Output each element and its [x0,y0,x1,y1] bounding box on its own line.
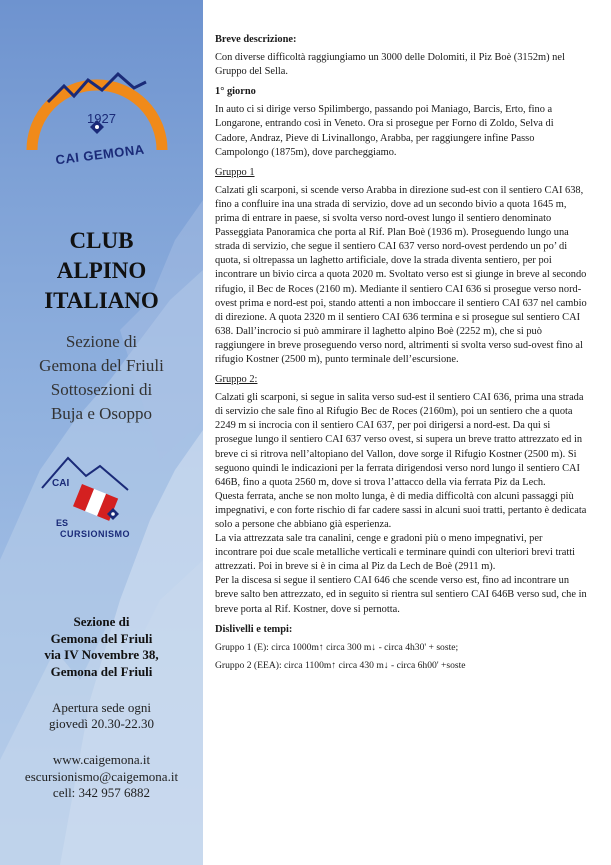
gruppo2-text: Questa ferrata, anche se non molto lunga, è di media difficoltà con alcuni passaggi più impegnativi, e con forte rischio di far cadere sassi in alcuni suoi tratti, pertanto è dedicata solo a persone che abbiano già esperienza. [215,490,587,530]
phone-number: cell: 342 957 6882 [52,785,151,800]
section-subtitle [0,330,203,426]
primo-giorno-heading: 1° giorno [215,86,256,98]
address-line: Gemona del Friuli [50,630,153,646]
section-address [0,614,203,680]
dislivelli-heading: Dislivelli e tempi: [215,623,293,635]
gruppo2-heading: Gruppo 2: [215,374,258,386]
address-line: Sezione di [73,614,130,629]
breve-descrizione-heading: Breve descrizione: [215,34,297,45]
section-line: Sottosezioni di [50,380,153,399]
website-link[interactable]: www.caigemona.it [52,752,151,767]
section-line: Gemona del Friuli [39,356,164,375]
logo-year: 1927 [87,111,116,126]
club-title-line: ALPINO [56,258,147,283]
opening-hours-line: giovedì 20.30-22.30 [48,716,155,731]
opening-hours-line: Apertura sede ogni [52,700,151,715]
contact-info [0,752,203,802]
escursionismo-label-end: CURSIONISMO [60,529,131,539]
stats-line: Gruppo 1 (E): circa 1000m↑ circa 300 m↓ - circa 4h30' + soste; [215,641,459,653]
club-title [0,226,203,316]
escursionismo-cai-label: CAI [52,478,70,489]
main-content [215,33,587,677]
club-title-line: ITALIANO [44,288,159,313]
opening-hours [0,700,203,732]
address-line: via IV Novembre 38, [44,647,159,662]
stats-line: Gruppo 2 (EEA): circa 1100m↑ circa 430 m↓ - circa 6h00' +soste [215,659,466,671]
club-title-line: CLUB [69,228,134,253]
sidebar-panel [0,0,203,865]
gruppo2-text: Per la discesa si segue il sentiero CAI 646 che scende verso est, fino ad incontrare un breve salto ben attrezzato, ed in seguito si rientra sul sentiero CAI 646B verso sud, che in breve porta al Rif. Kostner, dove si pernotta. [215,575,587,615]
section-line: Buja e Osoppo [50,404,153,423]
escursionismo-label-start: ES [56,518,69,528]
section-line: Sezione di [65,332,138,351]
breve-descrizione-text: Con diverse difficoltà raggiungiamo un 3000 delle Dolomiti, il Piz Boè (3152m) nel Gruppo del Sella. [215,52,565,78]
address-line: Gemona del Friuli [50,663,153,679]
logo-name: CAI GEMONA [54,141,146,168]
primo-giorno-text: In auto ci si dirige verso Spilimbergo, passando poi Maniago, Barcis, Erto, fino a Longarone, entrando così in Veneto. Ora si prosegue per Forno di Zoldo, Selva di Cadore, Andraz, Pieve di Livinallongo, Arabba, per raggiungere infine Passo Campolongo (1875m), dove parcheggiamo. [215,104,554,158]
email-link[interactable]: escursionismo@caigemona.it [24,768,179,784]
gruppo1-text: Calzati gli scarponi, si scende verso Arabba in direzione sud-est con il sentiero CAI 638, fino a confluire ina una strada di servizio, dove ad un secondo bivio a quota 1645 m, prima di entrare in paese, si svolta verso nord-ovest lungo il sentiero denominato Passeggiata Panoramica che porta al Rif. Plan Boè (1936 m). Proseguendo lungo una strada di servizio, che segue il sentiero CAI 637 verso nord-ovest perdendo un po’ di quota, si oltrepassa un laghetto artificiale, dove la strada diventa sentiero, per poi incontrare un bivio circa a quota 2020 m. Svoltato verso est si giunge in breve al secondo rifugio, il Bec de Roces (2160 m). Mediante il sentiero CAI 636 si prosegue verso nord-ovest prima e nord-est poi, stando attenti a non imboccare il sentiero CAI 637 nel cambio di direzione. A quota 2320 m il sentiero CAI 636 termina e si prosegue sul sentiero CAI 638. Dall’incrocio si può ammirare il laghetto alpino Boè (2252 m), che si può raggiungere in breve proseguendo verso nord, altrimenti si svolta verso sud-ovest fino al rifugio Kostner (2500 m), punto terminale dell’escursione. [215,184,587,365]
gruppo1-heading: Gruppo 1 [215,166,255,178]
gruppo2-text: Calzati gli scarponi, si segue in salita verso sud-est il sentiero CAI 636, prima una strada di servizio che sale fino al Rifugio Bec de Roces (2160m), poi un sentiero che a quota 2249 m si incrocia con il sentiero CAI 637, per poi dirigersi a nord-est. Da qui si prosegue lungo il sentiero CAI 637 verso ovest, si supera un breve tratto attrezzato ed in breve ci si ritrova nell’altopiano del Vallon, dove sorge il Rifugio Kostner (2500 m). Si seguono quindi le indicazioni per la ferrata dirigendosi verso nord lungo il sentiero CAI 646B, fino a quota 2560 m, dove si trova l’attacco della via ferrata Piz da Lech. [215,392,584,488]
gruppo2-text: La via attrezzata sale tra canalini, cenge e gradoni più o meno impegnativi, per incontrare poi due scale metalliche verticali e terminare quindi con ulteriori brevi tratti attrezzati. Poi in breve si è in cima al Piz da Lech de Boè (2911 m). [215,533,576,573]
